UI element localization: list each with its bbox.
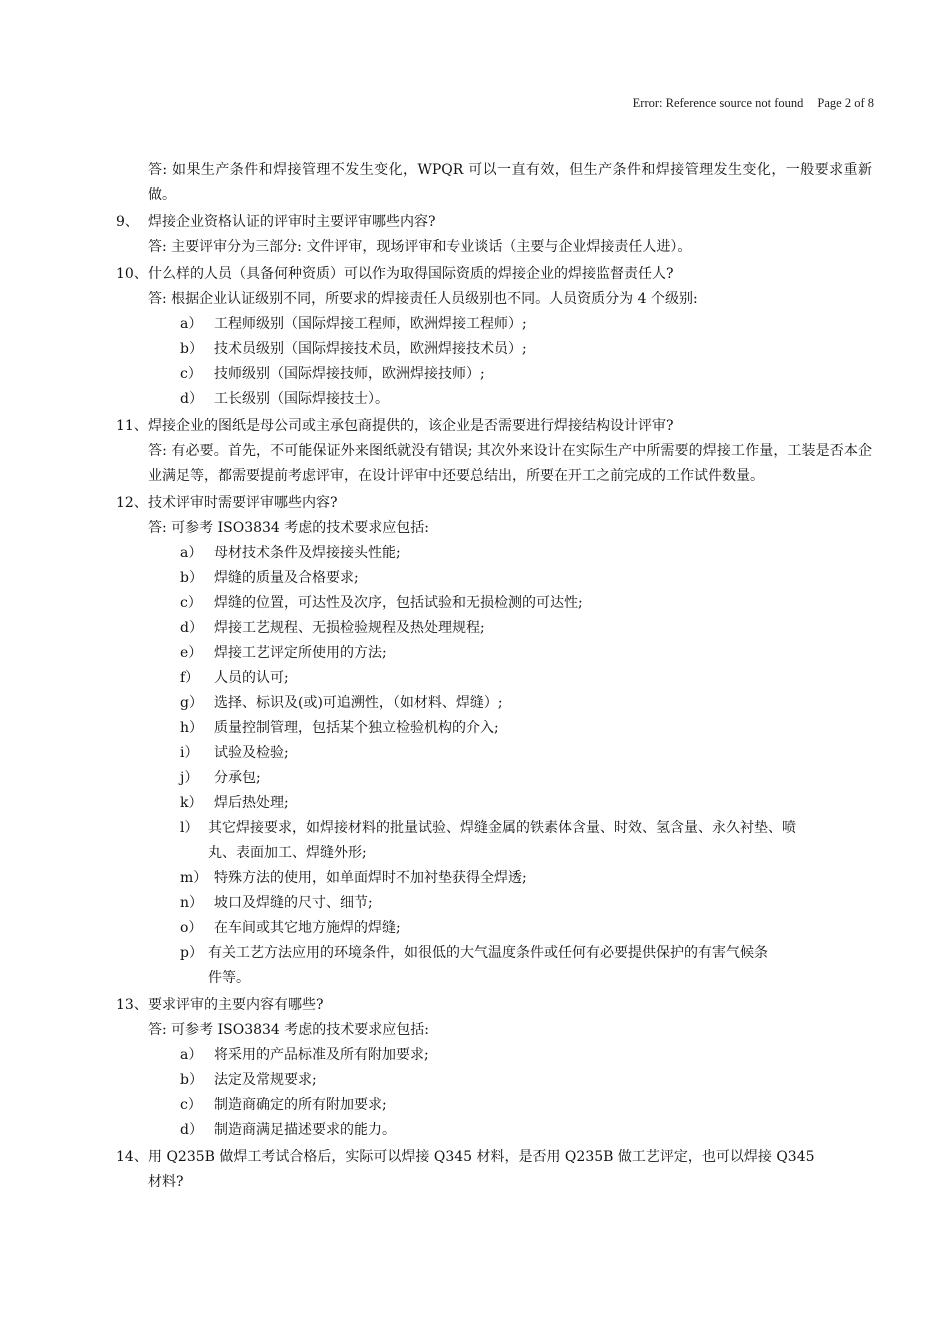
list-item-text: 工程师级别（国际焊接工程师，欧洲焊接工程师）; [214, 316, 527, 332]
list-item-label: m） [180, 870, 208, 886]
list-item [116, 691, 880, 716]
list-item [116, 1118, 880, 1143]
list-item [116, 666, 880, 691]
answer-paragraph: 答: 主要评审分为三部分: 文件评审，现场评审和专业谈话（主要与企业焊接责任人进）。 [148, 239, 692, 255]
list-item-text: 技术员级别（国际焊接技术员，欧洲焊接技术员）; [214, 341, 527, 357]
list-item-text-continued: 件等。 [208, 970, 250, 986]
list-item-label: c） [180, 595, 202, 611]
list-item [116, 312, 880, 337]
list-item-label: a） [180, 545, 203, 561]
list-item-label: c） [180, 366, 202, 382]
answer-paragraph: 答: 有必要。首先，不可能保证外来图纸就没有错误; 其次外来设计在实际生产中所需要的焊接工作量，工装是否本企业满足等，都需要提前考虑评审，在设计评审中还要总结出，所要在开工之前完成的工作试件数量。 [148, 443, 872, 484]
list-item [116, 1068, 880, 1093]
list-item-label: c） [180, 1097, 202, 1113]
list-item-text: 工长级别（国际焊接技士）。 [214, 391, 389, 407]
list-item [116, 716, 880, 741]
question-text: 焊接企业资格认证的评审时主要评审哪些内容? [148, 214, 436, 230]
list-item-label: p） [180, 945, 203, 961]
question-line [116, 993, 880, 1018]
list-item-text: 分承包; [214, 770, 261, 786]
list-item-text: 焊接工艺评定所使用的方法; [214, 645, 387, 661]
list-item-label: l） [180, 820, 199, 836]
list-item-text: 试验及检验; [214, 745, 289, 761]
list-item [116, 866, 880, 891]
list-item [116, 541, 880, 566]
reference-error-text: Error: Reference source not found [632, 96, 804, 110]
answer-paragraph: 答: 如果生产条件和焊接管理不发生变化，WPQR 可以一直有效，但生产条件和焊接管理发生变化，一般要求重新做。 [148, 162, 872, 203]
question-line [116, 262, 880, 287]
document-body [116, 158, 880, 1195]
list-item-label: a） [180, 316, 203, 332]
question-line [116, 414, 880, 439]
list-item-text: 焊缝的质量及合格要求; [214, 570, 359, 586]
list-item-label: k） [180, 795, 203, 811]
list-item-text: 焊后热处理; [214, 795, 289, 811]
question-line [116, 491, 880, 516]
list-item-label: e） [180, 645, 203, 661]
question-text-continued: 材料? [148, 1174, 184, 1190]
page-number: Page 2 of 8 [817, 96, 874, 110]
list-item-label: b） [180, 570, 203, 586]
list-item-label: h） [180, 720, 204, 736]
page-header [633, 96, 874, 111]
list-item-text: 制造商确定的所有附加要求; [214, 1097, 387, 1113]
question-line [116, 210, 880, 235]
list-item [116, 891, 880, 916]
list-item [116, 616, 880, 641]
list-item-label: g） [180, 695, 203, 711]
list-item-label: d） [180, 391, 203, 407]
list-item-label: b） [180, 1072, 203, 1088]
list-item-text: 坡口及焊缝的尺寸、细节; [214, 895, 373, 911]
list-item-text: 质量控制管理，包括某个独立检验机构的介入; [214, 720, 499, 736]
list-item-text: 特殊方法的使用，如单面焊时不加衬垫获得全焊透; [214, 870, 527, 886]
list-item [116, 1043, 880, 1068]
question-number: 13、 [116, 997, 148, 1013]
list-item [116, 816, 880, 866]
answer-paragraph: 答: 可参考 ISO3834 考虑的技术要求应包括: [148, 520, 430, 536]
question-text: 焊接企业的图纸是母公司或主承包商提供的，该企业是否需要进行焊接结构设计评审? [148, 418, 674, 434]
list-item [116, 641, 880, 666]
list-item-text: 在车间或其它地方施焊的焊缝; [214, 920, 401, 936]
question-number: 10、 [116, 266, 148, 282]
list-item-text: 法定及常规要求; [214, 1072, 317, 1088]
question-number: 11、 [116, 418, 148, 434]
list-item [116, 941, 880, 991]
question-text: 用 Q235B 做焊工考试合格后，实际可以焊接 Q345 材料，是否用 Q235B 做工艺评定，也可以焊接 Q345 [148, 1149, 815, 1165]
question-number: 14、 [116, 1149, 148, 1165]
list-item-text: 母材技术条件及焊接接头性能; [214, 545, 401, 561]
list-item-label: i） [180, 745, 199, 761]
question-number: 12、 [116, 495, 148, 511]
list-item [116, 1093, 880, 1118]
list-item-text-continued: 丸、表面加工、焊缝外形; [208, 845, 367, 861]
list-item-label: d） [180, 1122, 203, 1138]
list-item-label: o） [180, 920, 203, 936]
answer-paragraph: 答: 可参考 ISO3834 考虑的技术要求应包括: [148, 1022, 430, 1038]
list-item-label: a） [180, 1047, 203, 1063]
list-item-text: 选择、标识及(或)可追溯性，（如材料、焊缝）; [214, 695, 503, 711]
list-item-label: f） [180, 670, 200, 686]
question-text: 技术评审时需要评审哪些内容? [148, 495, 338, 511]
list-item-text: 人员的认可; [214, 670, 289, 686]
question-text: 什么样的人员（具备何种资质）可以作为取得国际资质的焊接企业的焊接监督责任人? [148, 266, 674, 282]
question-number: 9、 [116, 214, 139, 230]
question-line [116, 1145, 880, 1195]
list-item-text: 将采用的产品标准及所有附加要求; [214, 1047, 429, 1063]
answer-paragraph: 答: 根据企业认证级别不同，所要求的焊接责任人员级别也不同。人员资质分为 4 个级别: [148, 291, 698, 307]
list-item-text: 制造商满足描述要求的能力。 [214, 1122, 396, 1138]
list-item [116, 566, 880, 591]
list-item [116, 791, 880, 816]
list-item [116, 741, 880, 766]
list-item [116, 362, 880, 387]
question-text: 要求评审的主要内容有哪些? [148, 997, 324, 1013]
list-item-text: 焊缝的位置，可达性及次序，包括试验和无损检测的可达性; [214, 595, 583, 611]
list-item-label: n） [180, 895, 204, 911]
list-item [116, 591, 880, 616]
list-item [116, 916, 880, 941]
list-item-label: d） [180, 620, 203, 636]
list-item-text: 技师级别（国际焊接技师，欧洲焊接技师）; [214, 366, 485, 382]
list-item-text: 有关工艺方法应用的环境条件，如很低的大气温度条件或任何有必要提供保护的有害气候条 [208, 945, 768, 961]
list-item-text: 焊接工艺规程、无损检验规程及热处理规程; [214, 620, 485, 636]
list-item-label: j） [180, 770, 199, 786]
list-item [116, 387, 880, 412]
list-item [116, 337, 880, 362]
list-item-label: b） [180, 341, 203, 357]
list-item-text: 其它焊接要求，如焊接材料的批量试验、焊缝金属的铁素体含量、时效、氢含量、永久衬垫、喷 [208, 820, 796, 836]
list-item [116, 766, 880, 791]
